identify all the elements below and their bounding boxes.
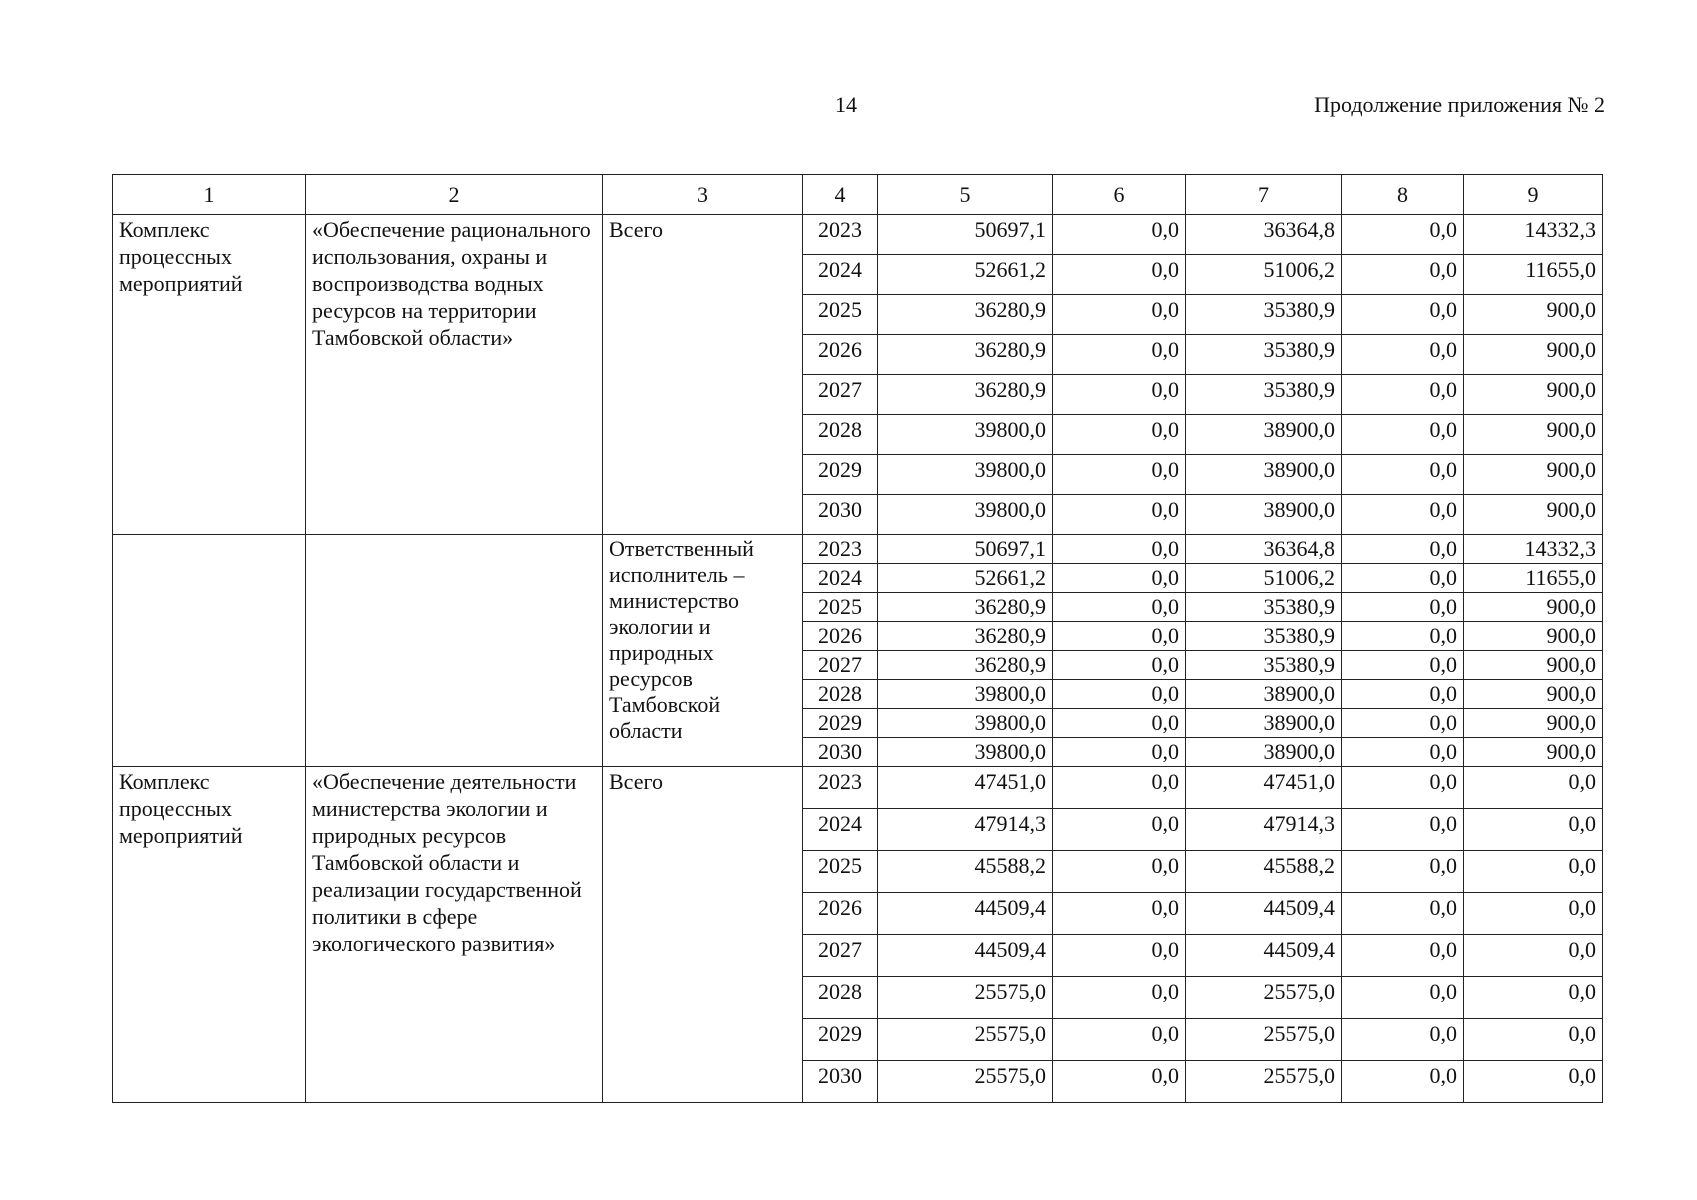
amount-cell-col8: 0,0: [1342, 295, 1464, 335]
amount-cell-col8: 0,0: [1342, 1019, 1464, 1061]
year-cell: 2028: [803, 977, 878, 1019]
year-cell: 2030: [803, 1061, 878, 1103]
amount-cell-col9: 900,0: [1464, 680, 1603, 709]
year-cell: 2027: [803, 935, 878, 977]
year-cell: 2025: [803, 593, 878, 622]
amount-cell-col9: 0,0: [1464, 977, 1603, 1019]
amount-cell-col9: 0,0: [1464, 1019, 1603, 1061]
amount-cell-col5: 52661,2: [878, 255, 1053, 295]
table-row: [113, 535, 1603, 564]
amount-cell-col6: 0,0: [1053, 564, 1186, 593]
amount-cell-col7: 36364,8: [1186, 535, 1342, 564]
amount-cell-col7: 25575,0: [1186, 1019, 1342, 1061]
amount-cell-col7: 38900,0: [1186, 709, 1342, 738]
year-cell: 2027: [803, 375, 878, 415]
amount-cell-col9: 900,0: [1464, 622, 1603, 651]
amount-cell-col5: 36280,9: [878, 622, 1053, 651]
column-number-row: [113, 175, 1603, 215]
amount-cell-col8: 0,0: [1342, 455, 1464, 495]
column-header: 2: [306, 175, 603, 215]
year-cell: 2024: [803, 255, 878, 295]
amount-cell-col6: 0,0: [1053, 295, 1186, 335]
amount-cell-col9: 0,0: [1464, 893, 1603, 935]
amount-cell-col8: 0,0: [1342, 535, 1464, 564]
amount-cell-col5: 36280,9: [878, 651, 1053, 680]
amount-cell-col8: 0,0: [1342, 709, 1464, 738]
year-cell: 2025: [803, 295, 878, 335]
section-type-cell: [113, 535, 306, 767]
amount-cell-col9: 900,0: [1464, 738, 1603, 767]
amount-cell-col8: 0,0: [1342, 809, 1464, 851]
year-cell: 2024: [803, 564, 878, 593]
amount-cell-col6: 0,0: [1053, 1019, 1186, 1061]
amount-cell-col6: 0,0: [1053, 651, 1186, 680]
amount-cell-col6: 0,0: [1053, 215, 1186, 255]
column-header: 1: [113, 175, 306, 215]
year-cell: 2023: [803, 767, 878, 809]
section-type-cell: Комплекс процессных мероприятий: [113, 767, 306, 1103]
amount-cell-col5: 25575,0: [878, 1019, 1053, 1061]
funding-source-cell: Всего: [603, 767, 803, 1103]
funding-source-cell: Всего: [603, 215, 803, 535]
amount-cell-col5: 36280,9: [878, 375, 1053, 415]
amount-cell-col7: 45588,2: [1186, 851, 1342, 893]
amount-cell-col7: 25575,0: [1186, 1061, 1342, 1103]
amount-cell-col5: 50697,1: [878, 215, 1053, 255]
amount-cell-col6: 0,0: [1053, 255, 1186, 295]
amount-cell-col9: 14332,3: [1464, 215, 1603, 255]
amount-cell-col9: 900,0: [1464, 335, 1603, 375]
amount-cell-col7: 44509,4: [1186, 935, 1342, 977]
amount-cell-col7: 44509,4: [1186, 893, 1342, 935]
amount-cell-col6: 0,0: [1053, 977, 1186, 1019]
amount-cell-col6: 0,0: [1053, 935, 1186, 977]
amount-cell-col5: 44509,4: [878, 893, 1053, 935]
amount-cell-col5: 52661,2: [878, 564, 1053, 593]
amount-cell-col9: 11655,0: [1464, 255, 1603, 295]
column-header: 6: [1053, 175, 1186, 215]
amount-cell-col5: 39800,0: [878, 738, 1053, 767]
amount-cell-col5: 36280,9: [878, 593, 1053, 622]
amount-cell-col6: 0,0: [1053, 455, 1186, 495]
year-cell: 2028: [803, 680, 878, 709]
amount-cell-col5: 25575,0: [878, 1061, 1053, 1103]
amount-cell-col6: 0,0: [1053, 809, 1186, 851]
funding-source-cell: Ответственный исполнитель – министерство экологии и природных ресурсов Тамбовской области: [603, 535, 803, 767]
year-cell: 2023: [803, 535, 878, 564]
amount-cell-col6: 0,0: [1053, 709, 1186, 738]
column-header: 8: [1342, 175, 1464, 215]
amount-cell-col6: 0,0: [1053, 680, 1186, 709]
amount-cell-col9: 900,0: [1464, 709, 1603, 738]
amount-cell-col9: 0,0: [1464, 851, 1603, 893]
amount-cell-col6: 0,0: [1053, 335, 1186, 375]
amount-cell-col7: 36364,8: [1186, 215, 1342, 255]
amount-cell-col7: 35380,9: [1186, 375, 1342, 415]
amount-cell-col9: 900,0: [1464, 295, 1603, 335]
amount-cell-col8: 0,0: [1342, 415, 1464, 455]
amount-cell-col7: 38900,0: [1186, 738, 1342, 767]
amount-cell-col7: 35380,9: [1186, 593, 1342, 622]
amount-cell-col7: 38900,0: [1186, 455, 1342, 495]
amount-cell-col7: 47914,3: [1186, 809, 1342, 851]
year-cell: 2030: [803, 738, 878, 767]
amount-cell-col7: 35380,9: [1186, 651, 1342, 680]
amount-cell-col6: 0,0: [1053, 767, 1186, 809]
amount-cell-col7: 35380,9: [1186, 295, 1342, 335]
amount-cell-col5: 39800,0: [878, 415, 1053, 455]
amount-cell-col8: 0,0: [1342, 593, 1464, 622]
amount-cell-col5: 36280,9: [878, 295, 1053, 335]
amount-cell-col8: 0,0: [1342, 495, 1464, 535]
amount-cell-col8: 0,0: [1342, 680, 1464, 709]
year-cell: 2026: [803, 622, 878, 651]
year-cell: 2026: [803, 893, 878, 935]
amount-cell-col5: 36280,9: [878, 335, 1053, 375]
amount-cell-col9: 900,0: [1464, 375, 1603, 415]
amount-cell-col7: 38900,0: [1186, 495, 1342, 535]
amount-cell-col9: 14332,3: [1464, 535, 1603, 564]
amount-cell-col5: 39800,0: [878, 495, 1053, 535]
amount-cell-col6: 0,0: [1053, 738, 1186, 767]
amount-cell-col8: 0,0: [1342, 738, 1464, 767]
amount-cell-col9: 900,0: [1464, 651, 1603, 680]
year-cell: 2028: [803, 415, 878, 455]
amount-cell-col6: 0,0: [1053, 1061, 1186, 1103]
section-type-cell: Комплекс процесcных мероприятий: [113, 215, 306, 535]
amount-cell-col9: 900,0: [1464, 495, 1603, 535]
amount-cell-col5: 45588,2: [878, 851, 1053, 893]
amount-cell-col9: 0,0: [1464, 935, 1603, 977]
section-title-cell: «Обеспечение рационального использования, охраны и воспроизводства водных ресурсов на территории Тамбовской области»: [306, 215, 603, 535]
amount-cell-col6: 0,0: [1053, 375, 1186, 415]
amount-cell-col9: 900,0: [1464, 415, 1603, 455]
amount-cell-col6: 0,0: [1053, 415, 1186, 455]
amount-cell-col7: 47451,0: [1186, 767, 1342, 809]
year-cell: 2030: [803, 495, 878, 535]
amount-cell-col8: 0,0: [1342, 767, 1464, 809]
amount-cell-col8: 0,0: [1342, 375, 1464, 415]
amount-cell-col9: 11655,0: [1464, 564, 1603, 593]
amount-cell-col8: 0,0: [1342, 335, 1464, 375]
amount-cell-col7: 38900,0: [1186, 680, 1342, 709]
appendix-note: Продолжение приложения № 2: [1314, 92, 1605, 117]
section-title-cell: «Обеспечение деятельности министерства экологии и природных ресурсов Тамбовской области и реализации государственной политики в сфере экологического развития»: [306, 767, 603, 1103]
year-cell: 2027: [803, 651, 878, 680]
amount-cell-col9: 900,0: [1464, 455, 1603, 495]
amount-cell-col5: 39800,0: [878, 709, 1053, 738]
amount-cell-col8: 0,0: [1342, 651, 1464, 680]
year-cell: 2024: [803, 809, 878, 851]
table-row: [113, 767, 1603, 809]
year-cell: 2025: [803, 851, 878, 893]
amount-cell-col8: 0,0: [1342, 622, 1464, 651]
amount-cell-col5: 39800,0: [878, 455, 1053, 495]
year-cell: 2026: [803, 335, 878, 375]
column-header: 4: [803, 175, 878, 215]
amount-cell-col7: 25575,0: [1186, 977, 1342, 1019]
column-header: 3: [603, 175, 803, 215]
page-number: 14: [835, 92, 857, 117]
amount-cell-col6: 0,0: [1053, 851, 1186, 893]
column-header: 7: [1186, 175, 1342, 215]
amount-cell-col9: 0,0: [1464, 809, 1603, 851]
amount-cell-col5: 47451,0: [878, 767, 1053, 809]
year-cell: 2029: [803, 455, 878, 495]
amount-cell-col8: 0,0: [1342, 564, 1464, 593]
amount-cell-col7: 51006,2: [1186, 255, 1342, 295]
amount-cell-col7: 38900,0: [1186, 415, 1342, 455]
amount-cell-col6: 0,0: [1053, 893, 1186, 935]
amount-cell-col8: 0,0: [1342, 893, 1464, 935]
column-header: 9: [1464, 175, 1603, 215]
amount-cell-col5: 44509,4: [878, 935, 1053, 977]
data-table: [112, 174, 1603, 1103]
amount-cell-col9: 0,0: [1464, 767, 1603, 809]
amount-cell-col5: 39800,0: [878, 680, 1053, 709]
table-row: [113, 215, 1603, 255]
amount-cell-col5: 50697,1: [878, 535, 1053, 564]
section-title-cell: [306, 535, 603, 767]
amount-cell-col8: 0,0: [1342, 977, 1464, 1019]
amount-cell-col6: 0,0: [1053, 535, 1186, 564]
year-cell: 2029: [803, 1019, 878, 1061]
amount-cell-col9: 900,0: [1464, 593, 1603, 622]
amount-cell-col7: 35380,9: [1186, 622, 1342, 651]
amount-cell-col6: 0,0: [1053, 593, 1186, 622]
amount-cell-col5: 25575,0: [878, 977, 1053, 1019]
amount-cell-col6: 0,0: [1053, 622, 1186, 651]
amount-cell-col8: 0,0: [1342, 851, 1464, 893]
amount-cell-col8: 0,0: [1342, 215, 1464, 255]
amount-cell-col8: 0,0: [1342, 935, 1464, 977]
amount-cell-col8: 0,0: [1342, 1061, 1464, 1103]
amount-cell-col7: 51006,2: [1186, 564, 1342, 593]
column-header: 5: [878, 175, 1053, 215]
year-cell: 2029: [803, 709, 878, 738]
amount-cell-col7: 35380,9: [1186, 335, 1342, 375]
table-body: [113, 175, 1603, 1103]
year-cell: 2023: [803, 215, 878, 255]
amount-cell-col9: 0,0: [1464, 1061, 1603, 1103]
amount-cell-col5: 47914,3: [878, 809, 1053, 851]
amount-cell-col8: 0,0: [1342, 255, 1464, 295]
amount-cell-col6: 0,0: [1053, 495, 1186, 535]
